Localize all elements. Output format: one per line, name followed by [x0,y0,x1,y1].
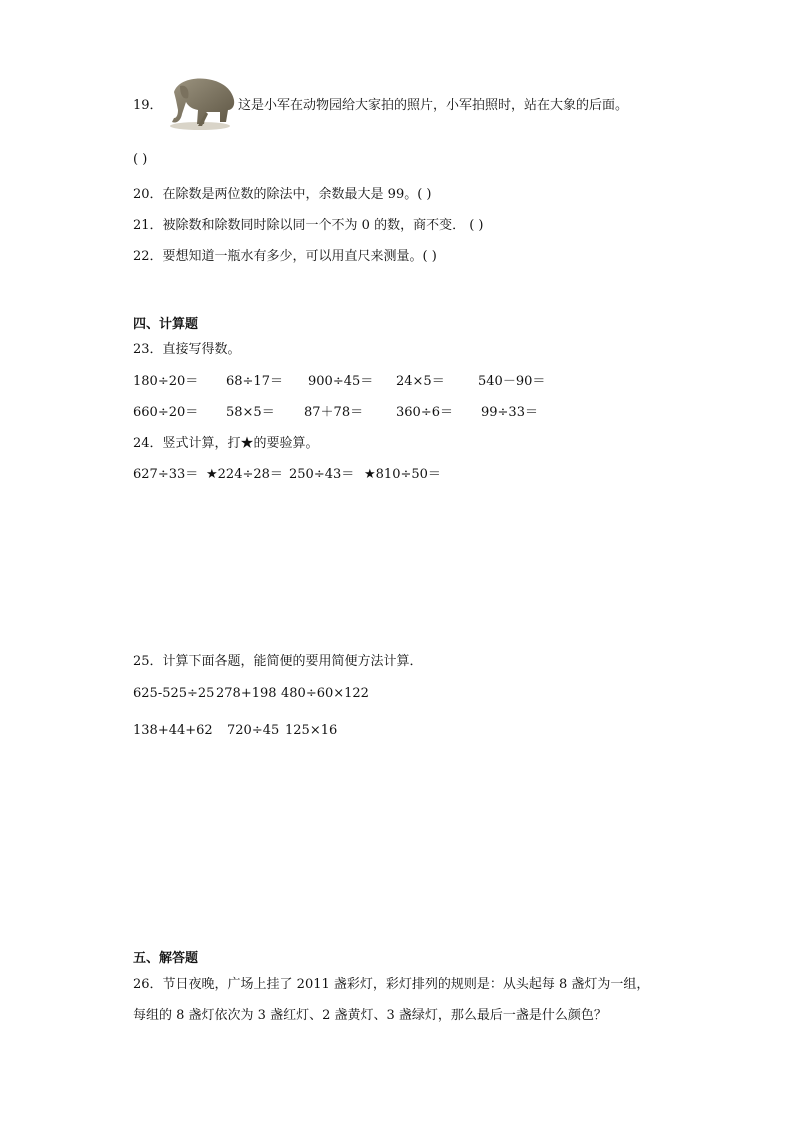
q25-r1-c1: 625-525÷25 [133,686,215,701]
section5-heading: 五、解答题 [133,951,199,966]
section4-heading: 四、计算题 [133,317,199,332]
q23-r2-c4: 360÷6＝ [396,405,453,420]
q24-item-1: 627÷33＝ [133,467,199,482]
q21-text: 21．被除数和除数同时除以同一个不为 0 的数，商不变． ( ) [133,218,484,233]
q23-r1-c3: 900÷45＝ [308,374,374,389]
q19-number: 19． [133,98,163,113]
q24-item-4: ★810÷50＝ [364,467,441,482]
q24-title: 24．竖式计算，打★的要验算。 [133,436,319,451]
q25-r2-c3: 125×16 [285,723,338,738]
q25-r2-c2: 720÷45 [227,723,280,738]
q23-r2-c2: 58×5＝ [226,405,275,420]
q23-r1-c5: 540－90＝ [478,374,546,389]
q24-item-2: ★224÷28＝ [206,467,283,482]
q24-item-3: 250÷43＝ [289,467,355,482]
q23-r1-c2: 68÷17＝ [226,374,283,389]
q26-line2: 每组的 8 盏灯依次为 3 盏红灯、2 盏黄灯、3 盏绿灯，那么最后一盏是什么颜色？ [133,1008,607,1023]
q22-text: 22．要想知道一瓶水有多少，可以用直尺来测量。( ) [133,249,437,264]
q25-r1-c3: 480÷60×122 [281,686,369,701]
q23-r2-c3: 87＋78＝ [304,405,364,420]
q25-title: 25．计算下面各题，能简便的要用简便方法计算． [133,654,423,669]
q23-r2-c1: 660÷20＝ [133,405,199,420]
q25-r2-c1: 138+44+62 [133,723,213,738]
q23-r1-c1: 180÷20＝ [133,374,199,389]
q19-text: 这是小军在动物园给大家拍的照片，小军拍照时，站在大象的后面。 [238,98,629,113]
q23-r2-c5: 99÷33＝ [481,405,538,420]
q26-line1: 26．节日夜晚，广场上挂了 2011 盏彩灯，彩灯排列的规则是：从头起每 8 盏灯为一组， [133,977,650,992]
elephant-photo [160,70,240,132]
q23-title: 23．直接写得数。 [133,342,241,357]
q25-r1-c2: 278+198 [216,686,277,701]
q23-r1-c4: 24×5＝ [396,374,445,389]
q20-text: 20．在除数是两位数的除法中，余数最大是 99。( ) [133,187,432,202]
q19-answer-blank[interactable]: ( ) [133,152,148,167]
